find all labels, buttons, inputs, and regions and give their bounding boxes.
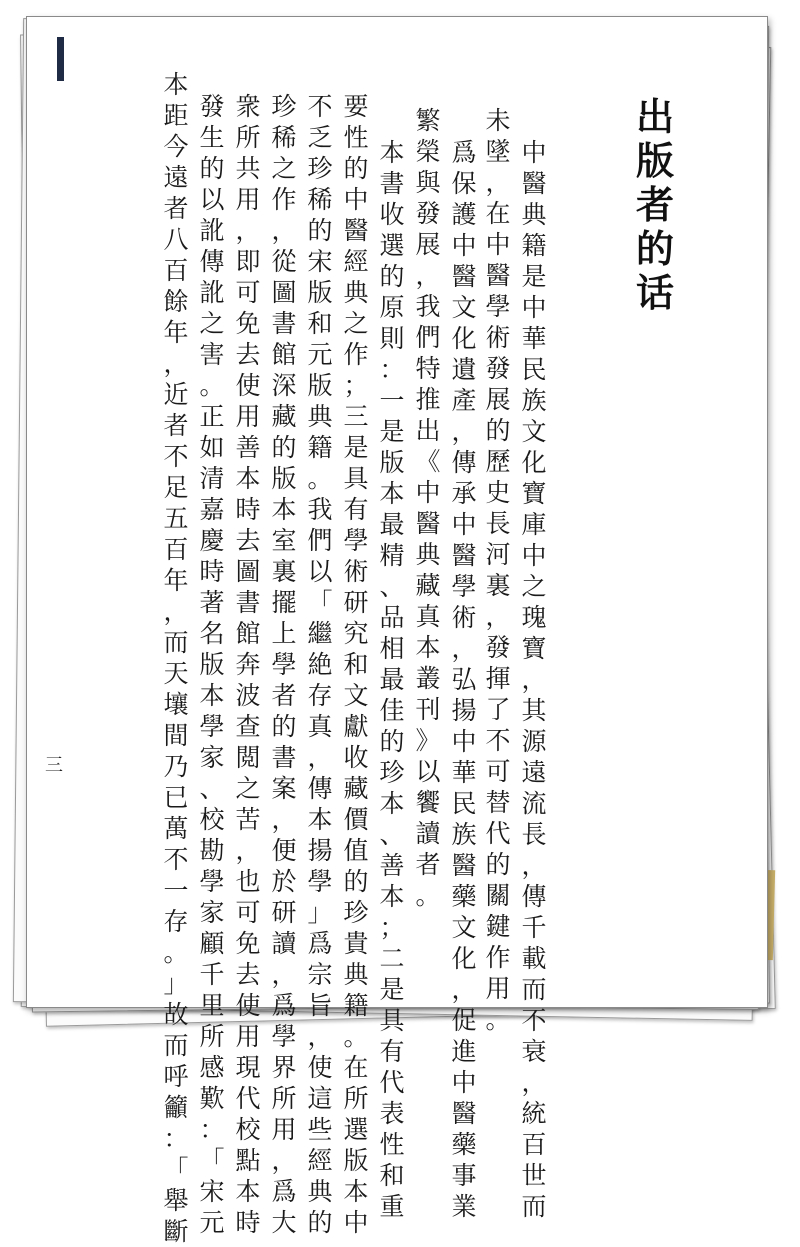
text-column-8: 珍 稀 之 作 ， 從 圖 書 館 深 藏 的 版 本 室 裏 擺 上 學 者 的 書 案 ， 便 於 研 讀 ， 爲 學 界 所 用 ， 爲 大 [271,92,297,1237]
binding-bar [57,37,64,81]
text-column-3: 爲 保 護 中 醫 文 化 遺 產 ， 傳 承 中 醫 學 術 ， 弘 揚 中 華 民 族 醫 藥 文 化 ， 促 進 中 醫 藥 事 業 [451,138,477,1221]
text-column-10: 發 生 的 以 訛 傳 訛 之 害 。 正 如 清 嘉 慶 時 著 名 版 本 學 家 、 校 勘 學 家 顧 千 里 所 感 歎 ： 「 宋 元 [199,92,225,1237]
document-page [26,16,768,1246]
text-column-9: 衆 所 共 用 ， 即 可 免 去 使 用 善 本 時 去 圖 書 館 奔 波 查 閲 之 苦 ， 也 可 免 去 使 用 現 代 校 點 本 時 [235,92,261,1237]
text-column-11: 本 距 今 遠 者 八 百 餘 年 ， 近 者 不 足 五 百 年 ， 而 天 壤 間 乃 已 萬 不 一 存 。 」 故 而 呼 籲 ： 「 舉 斷 [163,70,189,1246]
text-column-4: 繁 榮 與 發 展 ， 我 們 特 推 出 《 中 醫 典 藏 真 本 叢 刊 》 以 饗 讀 者 。 [415,106,441,910]
text-column-1: 中 醫 典 籍 是 中 華 民 族 文 化 寶 庫 中 之 瑰 寶 ， 其 源 遠 流 長 ， 傳 千 載 而 不 衰 ， 統 百 世 而 [521,138,547,1221]
page-number: 三 [45,755,63,776]
text-column-5: 本 書 收 選 的 原 則 ： 一 是 版 本 最 精 、 品 相 最 佳 的 珍 本 、 善 本 ； 二 是 具 有 代 表 性 和 重 [379,138,405,1221]
page-title: 出 版 者 的 话 [635,94,674,315]
text-column-6: 要 性 的 中 醫 經 典 之 作 ； 三 是 具 有 學 術 研 究 和 文 獻 收 藏 價 值 的 珍 貴 典 籍 。 在 所 選 版 本 中 [343,92,369,1237]
text-column-2: 未 墜 ， 在 中 醫 學 術 發 展 的 歷 史 長 河 裏 ， 發 揮 了 不 可 替 代 的 關 鍵 作 用 。 [485,106,511,1034]
text-column-7: 不 乏 珍 稀 的 宋 版 和 元 版 典 籍 。 我 們 以 「 繼 絶 存 真 ， 傳 本 揚 學 」 爲 宗 旨 ， 使 這 些 經 典 的 [307,92,333,1237]
